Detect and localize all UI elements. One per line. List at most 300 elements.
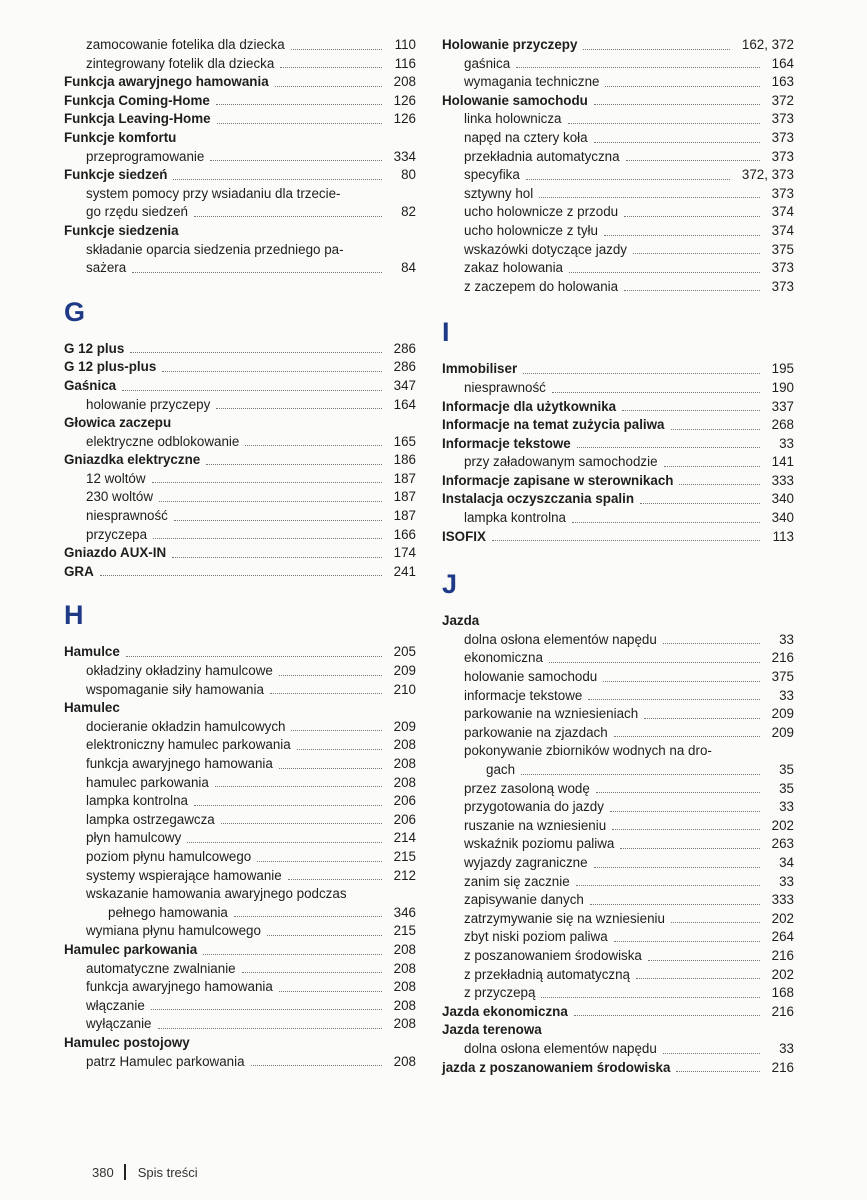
index-entry xyxy=(442,453,794,472)
entry-term: 230 woltów xyxy=(86,489,153,505)
index-heading: Hamulec postojowy xyxy=(64,1034,190,1050)
index-entry: elektryczne odblokowanie 165 xyxy=(86,433,416,449)
entry-page: 241 xyxy=(393,563,416,579)
leader-dots xyxy=(644,718,759,719)
index-entry: przeprogramowanie 334 xyxy=(86,148,416,164)
entry-page: 268 xyxy=(771,417,794,433)
index-entry xyxy=(442,203,794,222)
index-entry xyxy=(64,792,416,811)
entry-term: Gniazdka elektryczne xyxy=(64,452,201,468)
entry-page: 33 xyxy=(779,799,794,815)
entry-term: Funkcja awaryjnego hamowania xyxy=(64,74,269,90)
leader-dots xyxy=(603,681,759,682)
index-entry xyxy=(442,687,794,706)
entry-page: 208 xyxy=(393,1016,416,1032)
entry-term: informacje tekstowe xyxy=(464,687,583,703)
entry-term: holowanie przyczepy xyxy=(86,396,211,412)
leader-dots xyxy=(577,447,760,448)
leader-dots xyxy=(291,730,381,731)
index-entry xyxy=(64,718,416,737)
index-entry xyxy=(442,148,794,167)
leader-dots xyxy=(526,179,730,180)
entry-page: 126 xyxy=(393,92,416,108)
index-entry xyxy=(442,241,794,260)
entry-page: 187 xyxy=(393,508,416,524)
leader-dots xyxy=(151,1009,382,1010)
entry-term: niesprawność xyxy=(464,379,546,395)
index-group xyxy=(64,922,416,1034)
leader-dots xyxy=(216,104,382,105)
index-group xyxy=(442,360,794,546)
entry-term: Gaśnica xyxy=(64,377,117,393)
entry-page: 202 xyxy=(771,910,794,926)
entry-page: 187 xyxy=(393,470,416,486)
entry-term: lampka ostrzegawcza xyxy=(86,811,215,827)
entry-page: 208 xyxy=(393,74,416,90)
index-entry xyxy=(442,55,794,74)
entry-term: lampka kontrolna xyxy=(464,510,566,526)
index-entry xyxy=(442,36,794,55)
page-number: 380 xyxy=(92,1164,114,1180)
index-entry xyxy=(64,526,416,545)
entry-page: 205 xyxy=(393,644,416,660)
index-entry xyxy=(64,470,416,489)
entry-term: z przyczepą xyxy=(464,985,536,1001)
leader-dots xyxy=(217,123,382,124)
index-entry xyxy=(442,984,794,1003)
entry-page: 215 xyxy=(393,923,416,939)
index-heading: Głowica zaczepu xyxy=(64,415,172,431)
leader-dots xyxy=(596,792,760,793)
entry-page: 215 xyxy=(393,848,416,864)
entry-page: 33 xyxy=(779,873,794,889)
index-entry xyxy=(442,472,794,491)
entry-term: Funkcja Coming-Home xyxy=(64,92,210,108)
index-entry xyxy=(442,1003,794,1022)
entry-page: 162, 372 xyxy=(741,37,794,52)
leader-dots xyxy=(633,253,760,254)
index-entry xyxy=(64,755,416,774)
index-entry: pełnego hamowania 346 xyxy=(108,904,416,920)
entry-term: gaśnica xyxy=(464,55,511,71)
index-entry xyxy=(442,854,794,873)
index-entry-line: pokonywanie zbiorników wodnych na dro- xyxy=(464,743,712,759)
index-entry: patrz Hamulec parkowania 208 xyxy=(86,1053,416,1069)
leader-dots xyxy=(206,464,381,465)
index-entry xyxy=(442,416,794,435)
index-entry xyxy=(64,358,416,377)
entry-term: płyn hamulcowy xyxy=(86,830,182,846)
index-entry xyxy=(442,435,794,454)
entry-term: Hamulce xyxy=(64,644,120,660)
entry-page: 33 xyxy=(779,435,794,451)
index-heading: Funkcje siedzenia xyxy=(64,222,179,238)
entry-page: 33 xyxy=(779,687,794,703)
entry-page: 372 xyxy=(771,92,794,108)
leader-dots xyxy=(549,662,760,663)
entry-term: Immobiliser xyxy=(442,361,518,377)
index-entry xyxy=(442,129,794,148)
entry-page: 373 xyxy=(771,148,794,164)
entry-page: 209 xyxy=(393,718,416,734)
index-entry: gach 35 xyxy=(486,762,794,777)
leader-dots xyxy=(221,823,382,824)
section-letter-h: H xyxy=(64,600,84,631)
index-entry: go rzędu siedzeń 82 xyxy=(86,204,416,220)
index-entry xyxy=(442,166,794,185)
entry-term: napęd na cztery koła xyxy=(464,129,588,145)
leader-dots xyxy=(590,904,760,905)
entry-term: Hamulec parkowania xyxy=(64,941,198,957)
entry-term: parkowanie na zjazdach xyxy=(464,724,608,740)
index-entry xyxy=(64,377,416,396)
index-entry xyxy=(64,507,416,526)
index-heading: Funkcje komfortu xyxy=(64,129,177,145)
entry-page: 35 xyxy=(779,780,794,796)
index-group xyxy=(64,36,416,129)
entry-term: ucho holownicze z tyłu xyxy=(464,222,598,238)
entry-term: z przekładnią automatyczną xyxy=(464,966,630,982)
leader-dots xyxy=(270,693,382,694)
entry-page: 264 xyxy=(771,929,794,945)
leader-dots xyxy=(583,49,729,50)
index-entry xyxy=(442,668,794,687)
leader-dots xyxy=(279,675,382,676)
leader-dots xyxy=(279,768,382,769)
index-entry xyxy=(442,966,794,985)
entry-term: ekonomiczna xyxy=(464,650,543,666)
entry-page: 163 xyxy=(771,74,794,90)
entry-page: 208 xyxy=(393,960,416,976)
index-entry xyxy=(442,631,794,650)
entry-page: 340 xyxy=(771,510,794,526)
index-heading: Hamulec xyxy=(64,700,120,716)
index-entry xyxy=(64,92,416,111)
entry-term: Gniazdo AUX-IN xyxy=(64,545,167,561)
index-heading: Jazda xyxy=(442,613,480,629)
index-entry xyxy=(442,928,794,947)
entry-page: 208 xyxy=(393,774,416,790)
entry-term: Informacje zapisane w sterownikach xyxy=(442,472,674,488)
leader-dots xyxy=(569,272,760,273)
entry-page: 208 xyxy=(393,756,416,771)
entry-term: włączanie xyxy=(86,997,145,1013)
entry-term: wskazówki dotyczące jazdy xyxy=(464,241,627,257)
section-letter-g: G xyxy=(64,296,86,327)
leader-dots xyxy=(612,829,759,830)
entry-term: przyczepa xyxy=(86,526,148,542)
leader-dots xyxy=(291,49,382,50)
index-entry: jazda z poszanowaniem środowiska 216 xyxy=(442,1059,794,1075)
leader-dots xyxy=(275,86,382,87)
entry-page: 186 xyxy=(393,452,416,468)
entry-term: GRA xyxy=(64,563,94,579)
leader-dots xyxy=(122,390,382,391)
entry-page: 209 xyxy=(393,663,416,679)
leader-dots xyxy=(588,699,760,700)
entry-term: wyjazdy zagraniczne xyxy=(464,854,588,870)
index-entry xyxy=(64,73,416,92)
page-footer xyxy=(92,1164,198,1180)
leader-dots xyxy=(297,749,382,750)
index-entry xyxy=(442,259,794,278)
entry-term: G 12 plus xyxy=(64,340,125,356)
entry-page: 340 xyxy=(771,491,794,507)
index-entry xyxy=(64,978,416,997)
index-entry xyxy=(64,662,416,681)
index-entry xyxy=(64,941,416,960)
entry-term: przygotowania do jazdy xyxy=(464,799,604,815)
entry-term: specyfika xyxy=(464,167,520,183)
entry-page: 208 xyxy=(393,979,416,995)
leader-dots xyxy=(671,922,760,923)
entry-page: 113 xyxy=(772,528,794,544)
entry-page: 34 xyxy=(779,854,794,870)
leader-dots xyxy=(576,885,760,886)
leader-dots xyxy=(671,429,760,430)
entry-page: 375 xyxy=(771,669,794,685)
leader-dots xyxy=(594,104,760,105)
leader-dots xyxy=(242,972,382,973)
index-column-left xyxy=(64,36,416,1071)
entry-term: z zaczepem do holowania xyxy=(464,278,619,294)
leader-dots xyxy=(159,501,382,502)
leader-dots xyxy=(614,941,760,942)
index-entry xyxy=(442,817,794,836)
index-entry xyxy=(64,774,416,793)
entry-term: G 12 plus-plus xyxy=(64,359,157,375)
leader-dots xyxy=(572,522,760,523)
entry-page: 195 xyxy=(771,361,794,377)
index-entry xyxy=(442,92,794,111)
leader-dots xyxy=(174,520,382,521)
entry-term: poziom płynu hamulcowego xyxy=(86,848,252,864)
entry-page: 373 xyxy=(771,260,794,276)
index-entry xyxy=(64,55,416,74)
entry-page: 286 xyxy=(393,359,416,375)
leader-dots xyxy=(568,123,760,124)
entry-page: 208 xyxy=(393,737,416,753)
entry-term: przy załadowanym samochodzie xyxy=(464,454,658,470)
leader-dots xyxy=(194,805,382,806)
leader-dots xyxy=(152,482,382,483)
leader-dots xyxy=(620,848,759,849)
entry-term: zakaz holowania xyxy=(464,260,564,276)
entry-term: dolna osłona elementów napędu xyxy=(464,631,657,647)
index-entry xyxy=(64,681,416,700)
index-entry xyxy=(64,36,416,55)
entry-page: 208 xyxy=(393,941,416,957)
entry-term: funkcja awaryjnego hamowania xyxy=(86,756,273,771)
index-entry xyxy=(64,811,416,830)
index-entry xyxy=(442,185,794,204)
index-entry xyxy=(442,222,794,241)
index-group xyxy=(64,643,416,699)
leader-dots xyxy=(664,466,760,467)
index-entry-line: składanie oparcia siedzenia przedniego pa- xyxy=(86,241,344,257)
entry-page: 116 xyxy=(394,55,416,71)
index-entry xyxy=(64,736,416,755)
footer-title: Spis treści xyxy=(137,1164,198,1180)
entry-term: zamocowanie fotelika dla dziecka xyxy=(86,37,285,52)
leader-dots xyxy=(126,656,382,657)
entry-page: 216 xyxy=(771,947,794,963)
leader-dots xyxy=(626,160,760,161)
entry-page: 373 xyxy=(771,111,794,127)
index-entry xyxy=(442,705,794,724)
entry-term: elektroniczny hamulec parkowania xyxy=(86,737,291,753)
leader-dots xyxy=(130,352,381,353)
leader-dots xyxy=(640,503,760,504)
index-group xyxy=(64,718,416,885)
leader-dots xyxy=(187,842,381,843)
entry-term: parkowanie na wzniesieniach xyxy=(464,706,639,722)
entry-term: ISOFIX xyxy=(442,528,486,544)
index-entry xyxy=(442,835,794,854)
entry-term: przekładnia automatyczna xyxy=(464,148,620,164)
entry-page: 190 xyxy=(771,379,794,395)
entry-term: docieranie okładzin hamulcowych xyxy=(86,718,286,734)
index-column-right xyxy=(442,36,794,1077)
index-group xyxy=(64,451,416,581)
entry-page: 375 xyxy=(771,241,794,257)
index-entry xyxy=(64,396,416,415)
leader-dots xyxy=(594,867,760,868)
index-entry xyxy=(442,509,794,528)
entry-page: 209 xyxy=(771,706,794,722)
leader-dots xyxy=(203,954,381,955)
index-entry xyxy=(64,997,416,1016)
entry-page: 374 xyxy=(771,222,794,238)
leader-dots xyxy=(216,408,381,409)
entry-term: linka holownicza xyxy=(464,111,562,127)
index-entry xyxy=(442,910,794,929)
entry-page: 372, 373 xyxy=(741,167,794,183)
index-entry xyxy=(442,110,794,129)
entry-term: systemy wspierające hamowanie xyxy=(86,867,282,883)
entry-page: 214 xyxy=(393,830,416,846)
entry-term: sztywny hol xyxy=(464,185,534,201)
leader-dots xyxy=(100,575,382,576)
entry-term: Holowanie przyczepy xyxy=(442,37,578,52)
entry-page: 374 xyxy=(771,204,794,220)
footer-divider xyxy=(124,1164,126,1180)
index-entry xyxy=(64,867,416,886)
entry-page: 168 xyxy=(771,985,794,1001)
entry-term: automatyczne zwalnianie xyxy=(86,960,236,976)
leader-dots xyxy=(492,540,760,541)
entry-term: wymiana płynu hamulcowego xyxy=(86,923,261,939)
entry-term: wyłączanie xyxy=(86,1016,152,1032)
entry-term: ruszanie na wzniesieniu xyxy=(464,817,607,833)
index-entry xyxy=(442,490,794,509)
index-group xyxy=(442,780,794,1022)
entry-term: funkcja awaryjnego hamowania xyxy=(86,979,273,995)
entry-page: 286 xyxy=(393,340,416,356)
leader-dots xyxy=(614,736,760,737)
entry-page: 164 xyxy=(771,55,794,71)
leader-dots xyxy=(622,410,760,411)
entry-page: 347 xyxy=(393,377,416,393)
leader-dots xyxy=(624,290,760,291)
index-entry xyxy=(64,922,416,941)
entry-term: Informacje tekstowe xyxy=(442,435,571,451)
entry-term: wspomaganie siły hamowania xyxy=(86,681,264,697)
entry-page: 187 xyxy=(393,489,416,505)
entry-page: 263 xyxy=(771,836,794,852)
entry-term: z poszanowaniem środowiska xyxy=(464,947,642,963)
leader-dots xyxy=(539,197,759,198)
leader-dots xyxy=(288,879,382,880)
leader-dots xyxy=(605,86,759,87)
index-entry xyxy=(64,110,416,129)
entry-term: Funkcja Leaving-Home xyxy=(64,111,211,127)
leader-dots xyxy=(158,1028,382,1029)
index-entry-line: system pomocy przy wsiadaniu dla trzecie- xyxy=(86,185,341,201)
index-group xyxy=(64,340,416,414)
leader-dots xyxy=(636,978,760,979)
section-letter-i: I xyxy=(442,317,450,348)
entry-page: 373 xyxy=(771,129,794,145)
entry-term: zatrzymywanie się na wzniesieniu xyxy=(464,910,665,926)
leader-dots xyxy=(624,216,760,217)
index-entry xyxy=(442,649,794,668)
index-entry xyxy=(442,798,794,817)
entry-page: 209 xyxy=(771,724,794,740)
index-entry: sażera 84 xyxy=(86,260,416,276)
entry-term: wskaźnik poziomu paliwa xyxy=(464,836,615,852)
entry-term: 12 woltów xyxy=(86,470,146,486)
leader-dots xyxy=(172,557,381,558)
entry-term: Informacje dla użytkownika xyxy=(442,398,617,414)
index-entry xyxy=(442,278,794,297)
index-entry xyxy=(442,873,794,892)
leader-dots xyxy=(153,538,382,539)
entry-term: lampka kontrolna xyxy=(86,793,188,809)
leader-dots xyxy=(257,861,381,862)
entry-term: ucho holownicze z przodu xyxy=(464,204,619,220)
entry-page: 210 xyxy=(393,681,416,697)
index-entry xyxy=(64,544,416,563)
index-entry xyxy=(442,528,794,547)
entry-page: 202 xyxy=(771,966,794,982)
index-entry-line: wskazanie hamowania awaryjnego podczas xyxy=(86,886,347,902)
entry-term: wymagania techniczne xyxy=(464,74,600,90)
entry-page: 206 xyxy=(393,811,416,827)
index-entry xyxy=(64,340,416,359)
entry-term: zapisywanie danych xyxy=(464,892,584,908)
entry-term: Instalacja oczyszczania spalin xyxy=(442,491,635,507)
leader-dots xyxy=(523,373,759,374)
leader-dots xyxy=(267,935,382,936)
leader-dots xyxy=(162,371,381,372)
index-entry xyxy=(64,643,416,662)
index-group xyxy=(442,36,794,296)
entry-page: 174 xyxy=(393,545,416,561)
entry-page: 216 xyxy=(771,650,794,666)
entry-page: 126 xyxy=(393,111,416,127)
entry-page: 141 xyxy=(771,454,794,470)
leader-dots xyxy=(279,991,382,992)
index-entry xyxy=(64,829,416,848)
index-entry xyxy=(64,960,416,979)
entry-page: 216 xyxy=(771,1003,794,1019)
index-entry xyxy=(442,379,794,398)
entry-page: 164 xyxy=(393,396,416,412)
index-entry: Funkcje siedzeń 80 xyxy=(64,167,416,183)
entry-page: 208 xyxy=(393,997,416,1013)
entry-page: 373 xyxy=(771,278,794,294)
